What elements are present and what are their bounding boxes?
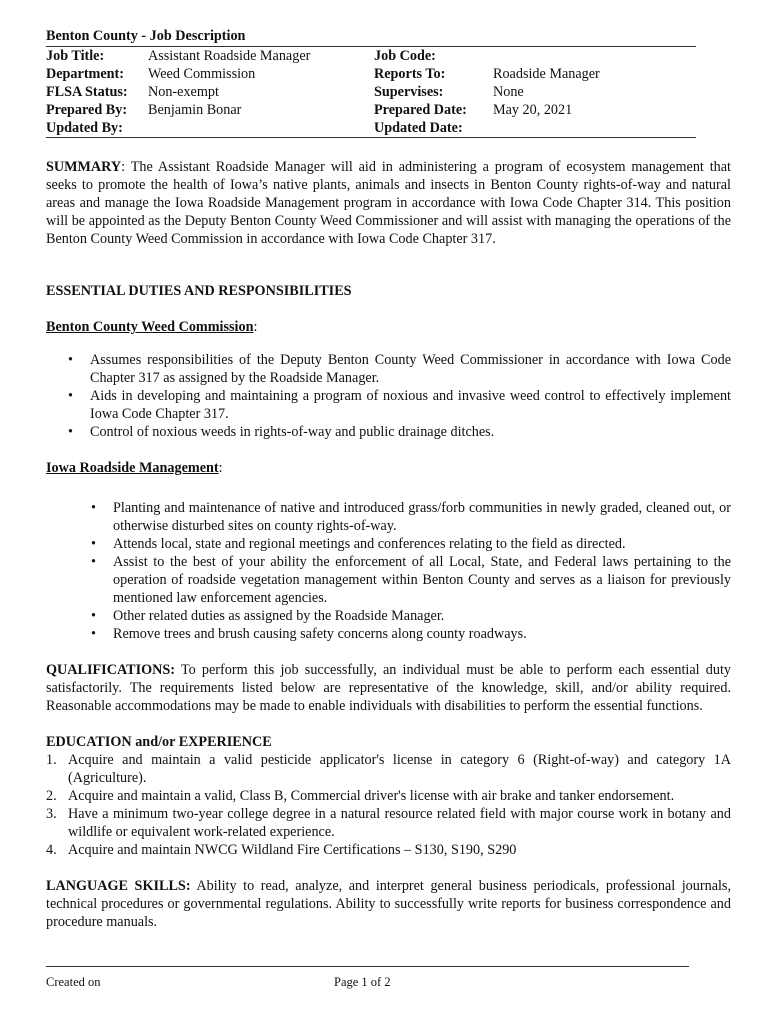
weed-commission-list (46, 351, 731, 441)
list-item-text: Acquire and maintain a valid pesticide applicator's license in category 6 (Right-of-way) and category 1A (Agriculture). (68, 752, 731, 786)
list-item (46, 805, 731, 841)
list-item: • Control of noxious weeds in rights-of-way and public drainage ditches. (90, 423, 731, 441)
roadside-management-subheading (46, 459, 731, 477)
created-on-text: Created on (46, 975, 101, 989)
list-item: • Assist to the best of your ability the enforcement of all Local, State, and Federal laws pertaining to the operation of roadside vegetation management within Benton County and serves as a liaison for previously mentioned law enforcement agencies. (113, 553, 731, 607)
document-title: Benton County - Job Description (46, 28, 246, 44)
reports-to-value: Roadside Manager (493, 66, 600, 82)
list-item (46, 841, 731, 859)
qualifications-label: QUALIFICATIONS: (46, 662, 176, 678)
list-item (46, 787, 731, 805)
language-skills-text: Ability to read, analyze, and interpret general business periodicals, professional journals, technical procedures or governmental regulations. Ability to successfully write reports for business correspondence and procedure manuals. (46, 878, 731, 930)
summary-paragraph (46, 158, 731, 248)
page-number: Page 1 of 2 (334, 975, 391, 989)
list-number: 2. (46, 788, 57, 804)
weed-commission-heading-text: Benton County Weed Commission (46, 319, 254, 335)
list-item: • Remove trees and brush causing safety concerns along county roadways. (113, 625, 731, 643)
education-list (46, 751, 731, 859)
prepared-date-label: Prepared Date: (374, 102, 467, 118)
supervises-label: Supervises: (374, 84, 444, 100)
prepared-by-value: Benjamin Bonar (148, 102, 242, 118)
essential-duties-heading: ESSENTIAL DUTIES AND RESPONSIBILITIES (46, 283, 352, 299)
list-item: • Attends local, state and regional meetings and conferences relating to the field as directed. (113, 535, 731, 553)
page-footer (46, 966, 689, 989)
header-info-table (46, 47, 696, 137)
reports-to-label: Reports To: (374, 66, 446, 82)
language-skills-paragraph (46, 877, 731, 931)
summary-text: : The Assistant Roadside Manager will aid in administering a program of ecosystem management that seeks to promote the health of Iowa’s native plants, animals and insects in Benton County rights-of-way and natural areas and manage the Iowa Roadside Management program in accordance with Iowa Code Chapter 314. This position will be appointed as the Deputy Benton County Weed Commissioner and will assist with managing the operations of the Benton County Weed Commission in accordance with Iowa Code Chapter 317. (46, 159, 731, 247)
list-number: 3. (46, 806, 57, 822)
prepared-by-label: Prepared By: (46, 102, 128, 118)
list-item: • Aids in developing and maintaining a program of noxious and invasive weed control to effectively implement Iowa Code Chapter 317. (90, 387, 731, 423)
roadside-management-heading-colon: : (218, 460, 223, 476)
updated-date-label: Updated Date: (374, 120, 463, 136)
list-item (46, 751, 731, 787)
department-label: Department: (46, 66, 125, 82)
department-value: Weed Commission (148, 66, 256, 82)
list-item: • Planting and maintenance of native and introduced grass/forb communities in newly graded, cleaned out, or otherwise disturbed sites on county rights-of-way. (113, 499, 731, 535)
roadside-management-heading-text: Iowa Roadside Management (46, 460, 219, 476)
header-bottom-rule (46, 137, 696, 138)
list-item-text: Acquire and maintain a valid, Class B, Commercial driver's license with air brake and tanker endorsement. (68, 788, 675, 804)
list-item-text: Have a minimum two-year college degree in a natural resource related field with major course work in botany and wildlife or equivalent work-related experience. (68, 806, 731, 840)
roadside-management-list (46, 499, 731, 643)
language-skills-label: LANGUAGE SKILLS: (46, 878, 191, 894)
qualifications-text: To perform this job successfully, an individual must be able to perform each essential duty satisfactorily. The requirements listed below are representative of the knowledge, skill, and/or ability required. Reasonable accommodations may be made to enable individuals with disabilities to perform the essential functions. (46, 662, 731, 714)
job-title-value: Assistant Roadside Manager (148, 48, 311, 64)
list-number: 4. (46, 842, 57, 858)
updated-by-label: Updated By: (46, 120, 123, 136)
list-item: • Other related duties as assigned by the Roadside Manager. (113, 607, 731, 625)
document-page (46, 27, 731, 931)
prepared-date-value: May 20, 2021 (493, 102, 573, 118)
job-code-label: Job Code: (374, 48, 436, 64)
weed-commission-heading-colon: : (253, 319, 258, 335)
flsa-status-label: FLSA Status: (46, 84, 128, 100)
education-heading: EDUCATION and/or EXPERIENCE (46, 734, 272, 750)
list-number: 1. (46, 752, 57, 768)
weed-commission-subheading (46, 318, 731, 336)
list-item-text: Acquire and maintain NWCG Wildland Fire Certifications – S130, S190, S290 (68, 842, 517, 858)
job-title-label: Job Title: (46, 48, 105, 64)
qualifications-paragraph (46, 661, 731, 715)
list-item: • Assumes responsibilities of the Deputy Benton County Weed Commissioner in accordance with Iowa Code Chapter 317 as assigned by the Roadside Manager. (90, 351, 731, 387)
flsa-status-value: Non-exempt (148, 84, 219, 100)
supervises-value: None (493, 84, 524, 100)
summary-label: SUMMARY (46, 159, 122, 175)
